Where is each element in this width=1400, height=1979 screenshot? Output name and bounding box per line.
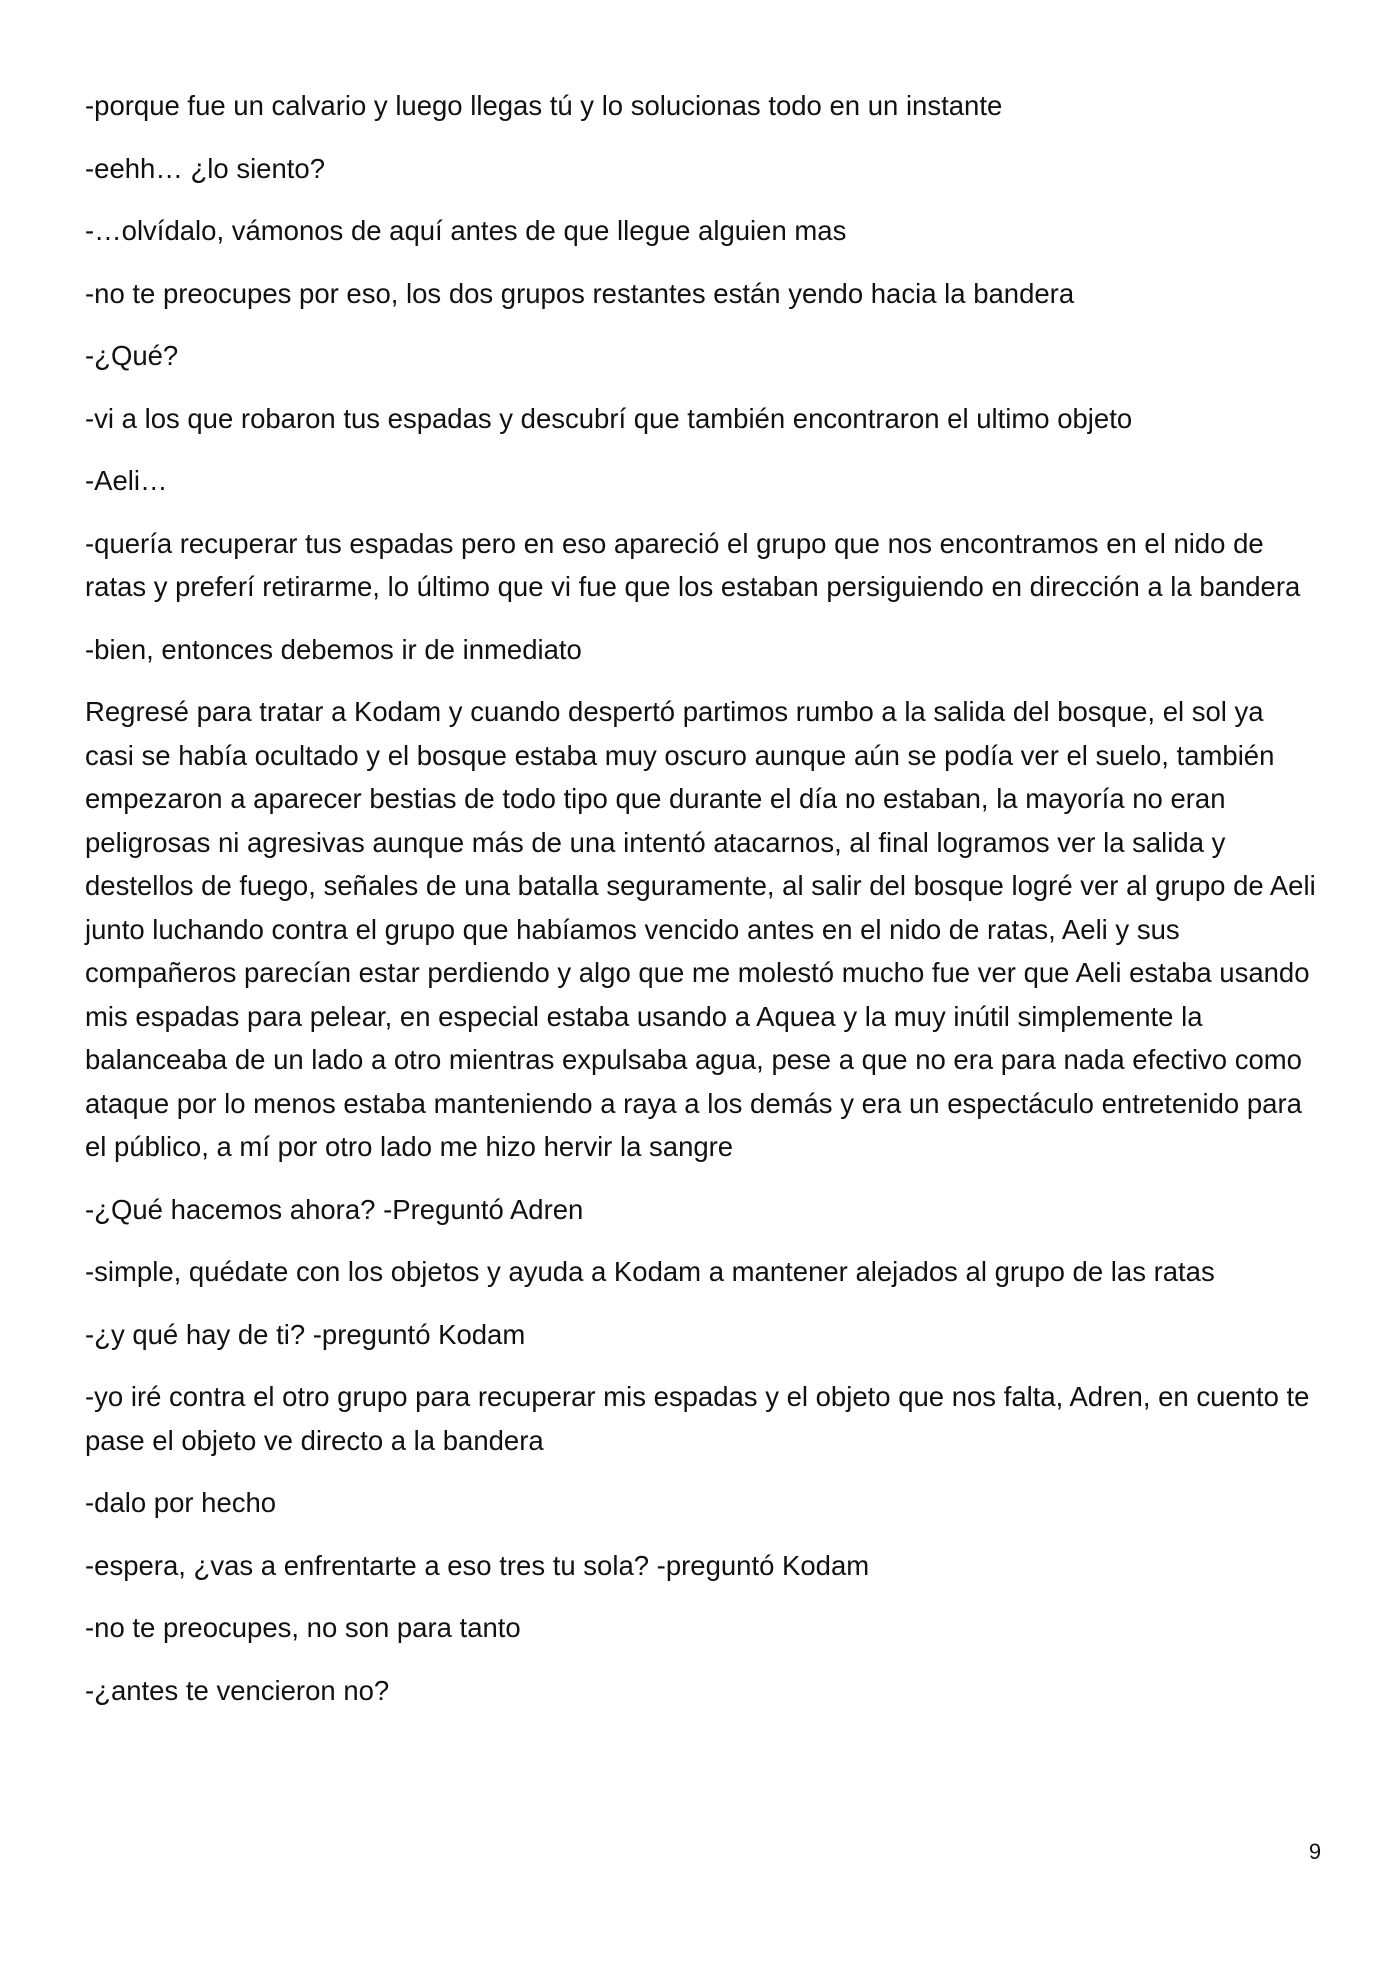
paragraph: -quería recuperar tus espadas pero en eso apareció el grupo que nos encontramos en el nido de ratas y preferí retirarme, lo último que vi fue que los estaban persiguiendo en dirección a la bandera <box>85 527 1301 602</box>
paragraph: -bien, entonces debemos ir de inmediato <box>85 633 582 665</box>
paragraph: -dalo por hecho <box>85 1487 277 1518</box>
paragraph: -espera, ¿vas a enfrentarte a eso tres tu sola? -preguntó Kodam <box>85 1549 870 1581</box>
paragraph: -no te preocupes, no son para tanto <box>85 1612 521 1643</box>
paragraph: -yo iré contra el otro grupo para recuperar mis espadas y el objeto que nos falta, Adren, en cuento te pase el objeto ve directo a la bandera <box>85 1381 1310 1456</box>
paragraph: -¿antes te vencieron no? <box>85 1674 390 1706</box>
page-number: 9 <box>1308 1839 1322 1864</box>
paragraph: -¿y qué hay de ti? -preguntó Kodam <box>85 1318 526 1350</box>
paragraph: -¿Qué hacemos ahora? -Preguntó Adren <box>85 1193 584 1225</box>
paragraph: -Aeli… <box>85 465 168 496</box>
paragraph: -¿Qué? <box>85 340 179 371</box>
paragraph: -vi a los que robaron tus espadas y descubrí que también encontraron el ultimo objeto <box>85 402 1133 434</box>
document-body <box>85 84 1320 1731</box>
paragraph: -…olvídalo, vámonos de aquí antes de que llegue alguien mas <box>85 215 847 246</box>
paragraph: -no te preocupes por eso, los dos grupos restantes están yendo hacia la bandera <box>85 277 1075 309</box>
paragraph: Regresé para tratar a Kodam y cuando despertó partimos rumbo a la salida del bosque, el sol ya casi se había ocultado y el bosque estaba muy oscuro aunque aún se podía ver el suelo, también empezaron a aparecer bestias de todo tipo que durante el día no estaban, la mayoría no eran peligrosas ni agresivas aunque más de una intentó atacarnos, al final logramos ver la salida y destellos de fuego, señales de una batalla seguramente, al salir del bosque logré ver al grupo de Aeli junto luchando contra el grupo que habíamos vencido antes en el nido de ratas, Aeli y sus compañeros parecían estar perdiendo y algo que me molestó mucho fue ver que Aeli estaba usando mis espadas para pelear, en especial estaba usando a Aquea y la muy inútil simplemente la balanceaba de un lado a otro mientras expulsaba agua, pese a que no era para nada efectivo como ataque por lo menos estaba manteniendo a raya a los demás y era un espectáculo entretenido para el público, a mí por otro lado me hizo hervir la sangre <box>85 696 1316 1162</box>
paragraph: -eehh… ¿lo siento? <box>85 152 325 184</box>
paragraph: -simple, quédate con los objetos y ayuda a Kodam a mantener alejados al grupo de las ratas <box>85 1256 1215 1287</box>
paragraph: -porque fue un calvario y luego llegas tú y lo solucionas todo en un instante <box>85 90 1003 121</box>
